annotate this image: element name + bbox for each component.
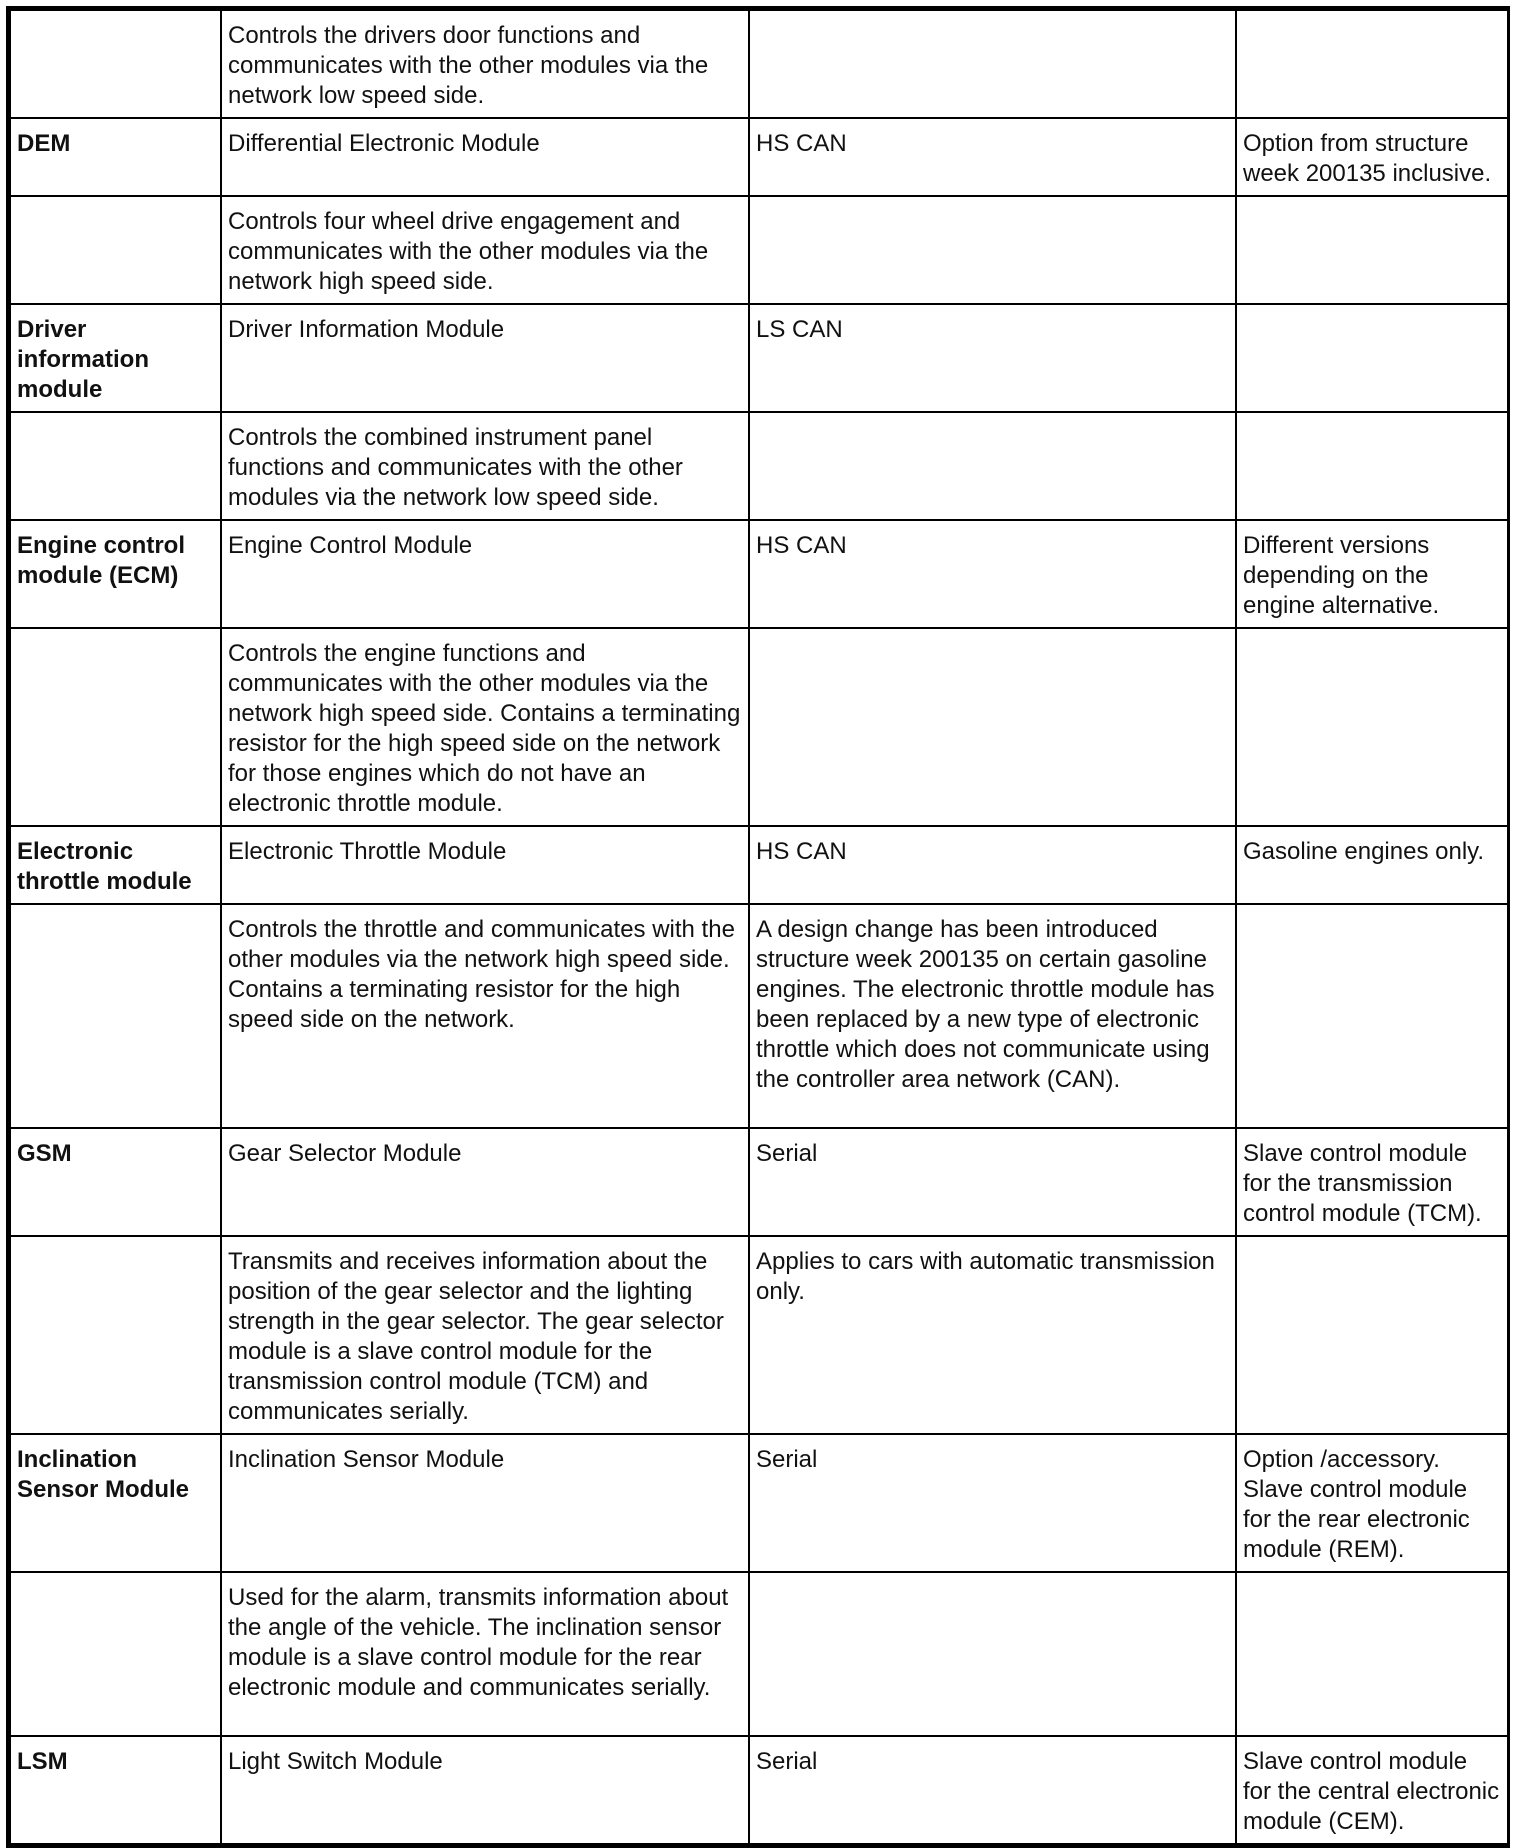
- module-description-cell: Inclination Sensor Module: [221, 1434, 749, 1572]
- table-row: [10, 304, 1508, 412]
- module-name-cell: Engine control module (ECM): [10, 520, 221, 628]
- module-description-cell: Differential Electronic Module: [221, 118, 749, 196]
- module-description-cell: Controls the combined instrument panel functions and communicates with the other modules via the network low speed side.: [221, 412, 749, 520]
- note-cell: Different versions depending on the engine alternative.: [1236, 520, 1508, 628]
- module-description-cell: Used for the alarm, transmits information about the angle of the vehicle. The inclination sensor module is a slave control module for the rear electronic module and communicates serially.: [221, 1572, 749, 1736]
- table-row: [10, 904, 1508, 1128]
- table-row: [10, 1572, 1508, 1736]
- note-cell: [1236, 196, 1508, 304]
- module-name-cell: [10, 1572, 221, 1736]
- note-cell: Option /accessory. Slave control module for the rear electronic module (REM).: [1236, 1434, 1508, 1572]
- network-cell: Serial: [749, 1736, 1236, 1844]
- module-name-cell: [10, 412, 221, 520]
- module-description-cell: Transmits and receives information about the position of the gear selector and the lighting strength in the gear selector. The gear selector module is a slave control module for the transmission control module (TCM) and communicates serially.: [221, 1236, 749, 1434]
- module-name-cell: DEM: [10, 118, 221, 196]
- table-row: [10, 118, 1508, 196]
- table-row: [10, 826, 1508, 904]
- network-cell: Serial: [749, 1434, 1236, 1572]
- module-table-page: [6, 6, 1510, 1848]
- module-name-cell: [10, 904, 221, 1128]
- network-cell: A design change has been introduced structure week 200135 on certain gasoline engines. The electronic throttle module has been replaced by a new type of electronic throttle which does not communicate using the controller area network (CAN).: [749, 904, 1236, 1128]
- table-row: [10, 1128, 1508, 1236]
- network-cell: [749, 412, 1236, 520]
- note-cell: Option from structure week 200135 inclusive.: [1236, 118, 1508, 196]
- network-cell: [749, 196, 1236, 304]
- module-name-cell: Inclination Sensor Module: [10, 1434, 221, 1572]
- note-cell: Gasoline engines only.: [1236, 826, 1508, 904]
- note-cell: [1236, 412, 1508, 520]
- module-name-cell: [10, 1236, 221, 1434]
- module-description-cell: Light Switch Module: [221, 1736, 749, 1844]
- module-description-cell: Controls the throttle and communicates with the other modules via the network high speed side. Contains a terminating resistor for the high speed side on the network.: [221, 904, 749, 1128]
- note-cell: [1236, 904, 1508, 1128]
- module-name-cell: [10, 628, 221, 826]
- network-cell: HS CAN: [749, 826, 1236, 904]
- network-cell: LS CAN: [749, 304, 1236, 412]
- module-description-cell: Gear Selector Module: [221, 1128, 749, 1236]
- module-name-cell: GSM: [10, 1128, 221, 1236]
- table-row: [10, 520, 1508, 628]
- network-cell: HS CAN: [749, 520, 1236, 628]
- module-description-cell: Driver Information Module: [221, 304, 749, 412]
- note-cell: [1236, 1236, 1508, 1434]
- note-cell: [1236, 628, 1508, 826]
- module-description-cell: Electronic Throttle Module: [221, 826, 749, 904]
- network-cell: [749, 1572, 1236, 1736]
- table-row: [10, 1736, 1508, 1844]
- network-cell: Applies to cars with automatic transmission only.: [749, 1236, 1236, 1434]
- module-description-cell: Controls four wheel drive engagement and communicates with the other modules via the network high speed side.: [221, 196, 749, 304]
- module-name-cell: [10, 196, 221, 304]
- table-row: [10, 10, 1508, 118]
- module-table: [9, 9, 1509, 1845]
- table-row: [10, 412, 1508, 520]
- note-cell: [1236, 10, 1508, 118]
- module-description-cell: Engine Control Module: [221, 520, 749, 628]
- table-row: [10, 1434, 1508, 1572]
- module-description-cell: Controls the engine functions and communicates with the other modules via the network high speed side. Contains a terminating resistor for the high speed side on the network for those engines which do not have an electronic throttle module.: [221, 628, 749, 826]
- note-cell: Slave control module for the central electronic module (CEM).: [1236, 1736, 1508, 1844]
- table-row: [10, 628, 1508, 826]
- network-cell: [749, 10, 1236, 118]
- module-description-cell: Controls the drivers door functions and communicates with the other modules via the network low speed side.: [221, 10, 749, 118]
- module-name-cell: LSM: [10, 1736, 221, 1844]
- network-cell: HS CAN: [749, 118, 1236, 196]
- module-name-cell: Driver information module: [10, 304, 221, 412]
- note-cell: [1236, 1572, 1508, 1736]
- network-cell: [749, 628, 1236, 826]
- note-cell: [1236, 304, 1508, 412]
- table-row: [10, 196, 1508, 304]
- table-row: [10, 1236, 1508, 1434]
- note-cell: Slave control module for the transmission control module (TCM).: [1236, 1128, 1508, 1236]
- network-cell: Serial: [749, 1128, 1236, 1236]
- module-name-cell: Electronic throttle module: [10, 826, 221, 904]
- module-name-cell: [10, 10, 221, 118]
